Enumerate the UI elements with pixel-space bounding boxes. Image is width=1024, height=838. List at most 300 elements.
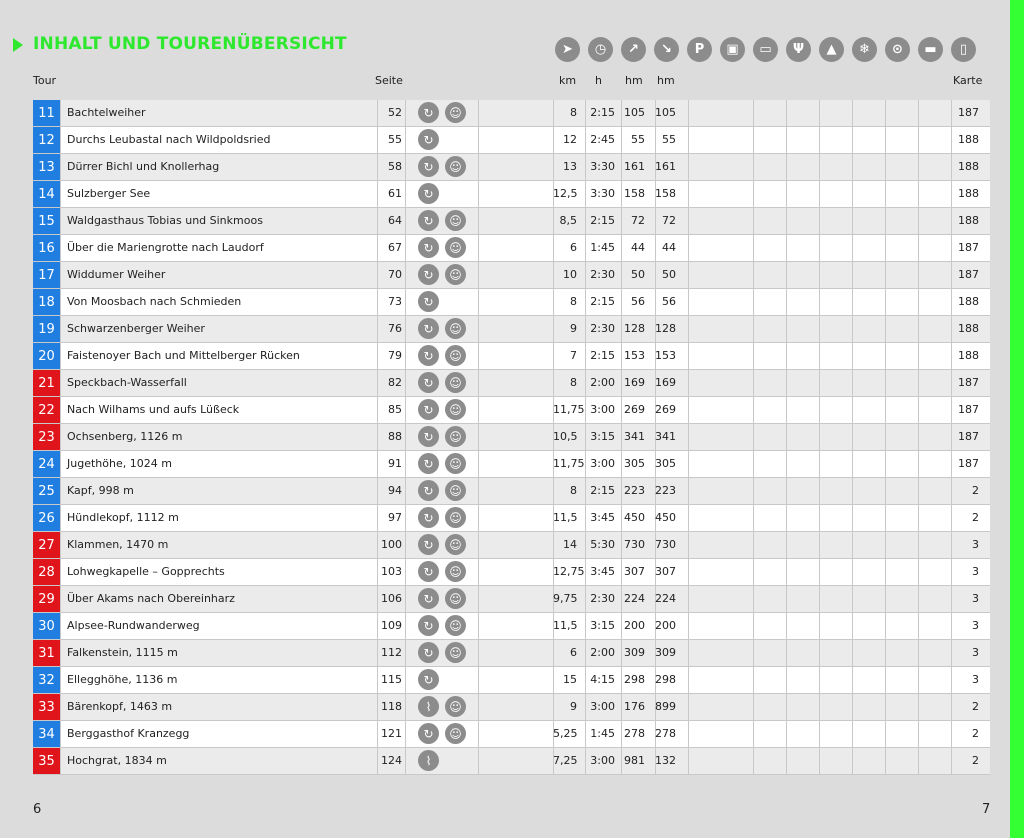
column-divider — [405, 613, 406, 639]
round-trip-icon: ↻ — [418, 534, 439, 555]
column-divider — [753, 181, 754, 207]
column-divider — [885, 721, 886, 747]
round-trip-icon: ↻ — [418, 426, 439, 447]
tour-km: 11,5 — [553, 511, 578, 524]
column-divider — [786, 370, 787, 396]
round-trip-icon: ↻ — [418, 237, 439, 258]
column-divider — [753, 100, 754, 126]
tour-map: 2 — [972, 484, 979, 497]
round-trip-icon: ↻ — [418, 669, 439, 690]
column-divider — [786, 559, 787, 585]
tour-hours: 3:45 — [590, 511, 615, 524]
round-trip-icon: ↻ — [418, 507, 439, 528]
tour-map: 187 — [958, 106, 979, 119]
column-divider — [918, 694, 919, 720]
column-divider — [60, 235, 61, 261]
column-divider — [60, 262, 61, 288]
column-divider — [885, 235, 886, 261]
column-divider — [819, 478, 820, 504]
page-number-right: 7 — [982, 802, 991, 817]
column-divider — [621, 127, 622, 153]
tour-page: 115 — [381, 673, 402, 686]
column-divider — [819, 532, 820, 558]
tour-km: 6 — [570, 646, 577, 659]
column-divider — [918, 424, 919, 450]
tour-hours: 3:30 — [590, 160, 615, 173]
tour-descent: 105 — [655, 106, 676, 119]
column-divider — [918, 289, 919, 315]
column-divider — [621, 505, 622, 531]
column-divider — [478, 505, 479, 531]
column-divider — [688, 532, 689, 558]
column-divider — [478, 721, 479, 747]
column-divider — [688, 316, 689, 342]
column-divider — [405, 208, 406, 234]
column-divider — [885, 559, 886, 585]
column-divider — [688, 424, 689, 450]
tour-name: Kapf, 998 m — [67, 484, 134, 497]
kids-bear-icon: ☺ — [445, 210, 466, 231]
kids-bear-icon: ☺ — [445, 696, 466, 717]
round-trip-icon: ↻ — [418, 723, 439, 744]
column-divider — [819, 721, 820, 747]
tour-row — [33, 181, 990, 208]
column-divider — [786, 397, 787, 423]
column-divider — [478, 181, 479, 207]
tour-row — [33, 559, 990, 586]
column-divider — [786, 721, 787, 747]
bus-icon: ▣ — [720, 37, 745, 62]
tour-km: 11,75 — [553, 403, 585, 416]
column-divider — [478, 343, 479, 369]
tour-name: Bärenkopf, 1463 m — [67, 700, 173, 713]
column-divider — [753, 208, 754, 234]
column-divider — [688, 586, 689, 612]
column-divider — [852, 289, 853, 315]
column-divider — [819, 154, 820, 180]
tour-row — [33, 613, 990, 640]
tour-descent: 269 — [655, 403, 676, 416]
tour-ascent: 278 — [624, 727, 645, 740]
tour-descent: 450 — [655, 511, 676, 524]
tour-descent: 128 — [655, 322, 676, 335]
column-divider — [819, 127, 820, 153]
tour-number: 27 — [33, 532, 60, 558]
tour-number: 24 — [33, 451, 60, 477]
tour-km: 12,75 — [553, 565, 585, 578]
column-divider — [819, 289, 820, 315]
column-divider — [852, 478, 853, 504]
column-divider — [688, 154, 689, 180]
column-divider — [918, 127, 919, 153]
tour-km: 8 — [570, 376, 577, 389]
tour-hours: 2:00 — [590, 376, 615, 389]
column-divider — [405, 370, 406, 396]
column-divider — [786, 667, 787, 693]
tour-number: 31 — [33, 640, 60, 666]
column-divider — [786, 127, 787, 153]
round-trip-icon: ↻ — [418, 453, 439, 474]
column-divider — [753, 154, 754, 180]
tour-km: 11,5 — [553, 619, 578, 632]
tour-hours: 2:30 — [590, 592, 615, 605]
tour-number: 21 — [33, 370, 60, 396]
column-divider — [478, 289, 479, 315]
round-trip-icon: ↻ — [418, 291, 439, 312]
column-divider — [478, 586, 479, 612]
tour-number: 28 — [33, 559, 60, 585]
tour-map: 3 — [972, 646, 979, 659]
column-divider — [819, 208, 820, 234]
tour-ascent: 269 — [624, 403, 645, 416]
column-divider — [478, 478, 479, 504]
tour-descent: 44 — [662, 241, 676, 254]
tour-name: Falkenstein, 1115 m — [67, 646, 178, 659]
column-divider — [621, 343, 622, 369]
column-divider — [405, 532, 406, 558]
column-divider — [60, 370, 61, 396]
tour-page: 55 — [388, 133, 402, 146]
column-divider — [688, 343, 689, 369]
kids-bear-icon: ☺ — [445, 345, 466, 366]
tour-hours: 3:30 — [590, 187, 615, 200]
tour-number: 25 — [33, 478, 60, 504]
tour-ascent: 50 — [631, 268, 645, 281]
clock-icon: ◷ — [588, 37, 613, 62]
tour-km: 9,75 — [553, 592, 578, 605]
column-divider — [478, 694, 479, 720]
tour-name: Lohwegkapelle – Gopprechts — [67, 565, 225, 578]
tour-page: 73 — [388, 295, 402, 308]
column-divider — [852, 613, 853, 639]
tour-map: 187 — [958, 241, 979, 254]
kids-bear-icon: ☺ — [445, 264, 466, 285]
tour-row — [33, 451, 990, 478]
column-divider — [405, 559, 406, 585]
column-divider — [60, 586, 61, 612]
tour-map: 187 — [958, 268, 979, 281]
tour-ascent: 450 — [624, 511, 645, 524]
column-divider — [621, 478, 622, 504]
tour-map: 188 — [958, 349, 979, 362]
tour-map: 188 — [958, 322, 979, 335]
column-divider — [60, 748, 61, 774]
column-divider — [478, 100, 479, 126]
tour-descent: 132 — [655, 754, 676, 767]
tour-hours: 2:15 — [590, 295, 615, 308]
tour-descent: 730 — [655, 538, 676, 551]
tour-ascent: 56 — [631, 295, 645, 308]
column-divider — [753, 667, 754, 693]
tour-number: 12 — [33, 127, 60, 153]
tour-name: Berggasthof Kranzegg — [67, 727, 190, 740]
column-divider — [819, 559, 820, 585]
tour-descent: 224 — [655, 592, 676, 605]
column-divider — [405, 721, 406, 747]
tour-number: 18 — [33, 289, 60, 315]
column-divider — [405, 640, 406, 666]
signpost-icon: ➤ — [555, 37, 580, 62]
column-divider — [918, 721, 919, 747]
kids-bear-icon: ☺ — [445, 156, 466, 177]
tour-name: Speckbach-Wasserfall — [67, 376, 187, 389]
tour-page: 91 — [388, 457, 402, 470]
column-divider — [852, 721, 853, 747]
column-divider — [852, 343, 853, 369]
tour-row — [33, 208, 990, 235]
column-divider — [621, 748, 622, 774]
column-header-tour: Tour — [33, 74, 57, 87]
tour-hours: 1:45 — [590, 241, 615, 254]
one-way-route-icon: ⌇ — [418, 750, 439, 771]
tour-map: 188 — [958, 214, 979, 227]
tour-name: Widdumer Weiher — [67, 268, 166, 281]
tour-ascent: 169 — [624, 376, 645, 389]
column-divider — [852, 640, 853, 666]
tour-row — [33, 127, 990, 154]
column-divider — [405, 343, 406, 369]
tour-number: 26 — [33, 505, 60, 531]
tour-km: 5,25 — [553, 727, 578, 740]
tour-row — [33, 748, 990, 775]
tour-row — [33, 694, 990, 721]
column-divider — [621, 154, 622, 180]
column-divider — [405, 478, 406, 504]
tour-name: Hochgrat, 1834 m — [67, 754, 167, 767]
tour-descent: 50 — [662, 268, 676, 281]
column-divider — [918, 370, 919, 396]
column-divider — [478, 127, 479, 153]
tour-page: 61 — [388, 187, 402, 200]
column-divider — [918, 316, 919, 342]
column-divider — [918, 262, 919, 288]
tour-ascent: 105 — [624, 106, 645, 119]
column-divider — [621, 586, 622, 612]
tour-number: 14 — [33, 181, 60, 207]
column-divider — [753, 532, 754, 558]
column-divider — [885, 370, 886, 396]
tour-ascent: 305 — [624, 457, 645, 470]
tour-row — [33, 235, 990, 262]
tour-name: Hündlekopf, 1112 m — [67, 511, 179, 524]
tour-km: 9 — [570, 700, 577, 713]
column-divider — [885, 316, 886, 342]
tour-km: 10,5 — [553, 430, 578, 443]
kids-bear-icon: ☺ — [445, 588, 466, 609]
tour-hours: 3:00 — [590, 700, 615, 713]
round-trip-icon: ↻ — [418, 615, 439, 636]
column-divider — [405, 424, 406, 450]
tour-number: 11 — [33, 100, 60, 126]
tour-ascent: 307 — [624, 565, 645, 578]
column-divider — [60, 667, 61, 693]
column-divider — [852, 451, 853, 477]
column-header-h: h — [595, 74, 602, 87]
column-divider — [478, 154, 479, 180]
column-divider — [918, 559, 919, 585]
tour-ascent: 176 — [624, 700, 645, 713]
column-divider — [786, 316, 787, 342]
tour-hours: 3:45 — [590, 565, 615, 578]
column-divider — [753, 370, 754, 396]
tour-km: 13 — [563, 160, 577, 173]
column-divider — [688, 100, 689, 126]
tour-page: 64 — [388, 214, 402, 227]
kids-bear-icon: ☺ — [445, 642, 466, 663]
column-divider — [918, 451, 919, 477]
tour-ascent: 224 — [624, 592, 645, 605]
hut-icon: ▲ — [819, 37, 844, 62]
column-header-km: km — [559, 74, 577, 87]
stroller-icon: ▬ — [918, 37, 943, 62]
tour-row — [33, 424, 990, 451]
column-divider — [621, 289, 622, 315]
round-trip-icon: ↻ — [418, 210, 439, 231]
column-divider — [621, 613, 622, 639]
tour-name: Über die Mariengrotte nach Laudorf — [67, 241, 264, 254]
column-divider — [852, 667, 853, 693]
column-divider — [819, 370, 820, 396]
tour-descent: 55 — [662, 133, 676, 146]
tour-page: 97 — [388, 511, 402, 524]
ascent-icon: ↗ — [621, 37, 646, 62]
column-divider — [786, 154, 787, 180]
column-divider — [885, 613, 886, 639]
tour-page: 118 — [381, 700, 402, 713]
column-divider — [819, 451, 820, 477]
tour-page: 121 — [381, 727, 402, 740]
round-trip-icon: ↻ — [418, 129, 439, 150]
column-divider — [688, 613, 689, 639]
tour-ascent: 200 — [624, 619, 645, 632]
column-divider — [786, 343, 787, 369]
tour-descent: 161 — [655, 160, 676, 173]
column-divider — [405, 667, 406, 693]
tour-number: 17 — [33, 262, 60, 288]
tour-ascent: 72 — [631, 214, 645, 227]
kids-bear-icon: ☺ — [445, 372, 466, 393]
tour-map: 2 — [972, 700, 979, 713]
column-divider — [405, 694, 406, 720]
tour-row — [33, 478, 990, 505]
tour-km: 7,25 — [553, 754, 578, 767]
one-way-route-icon: ⌇ — [418, 696, 439, 717]
column-divider — [478, 208, 479, 234]
column-divider — [852, 559, 853, 585]
column-divider — [688, 640, 689, 666]
tour-descent: 200 — [655, 619, 676, 632]
tour-number: 23 — [33, 424, 60, 450]
tour-number: 22 — [33, 397, 60, 423]
column-divider — [405, 505, 406, 531]
tour-row — [33, 154, 990, 181]
column-divider — [918, 235, 919, 261]
page-number-left: 6 — [33, 802, 42, 817]
tour-number: 32 — [33, 667, 60, 693]
column-divider — [885, 100, 886, 126]
column-divider — [885, 478, 886, 504]
column-divider — [688, 667, 689, 693]
tour-page: 94 — [388, 484, 402, 497]
column-divider — [405, 235, 406, 261]
column-divider — [918, 208, 919, 234]
tour-km: 11,75 — [553, 457, 585, 470]
tour-map: 3 — [972, 565, 979, 578]
column-divider — [885, 505, 886, 531]
tour-hours: 2:30 — [590, 322, 615, 335]
column-divider — [786, 640, 787, 666]
column-divider — [819, 505, 820, 531]
column-divider — [478, 424, 479, 450]
tour-name: Ellegghöhe, 1136 m — [67, 673, 178, 686]
tour-page: 103 — [381, 565, 402, 578]
tour-row — [33, 397, 990, 424]
tour-hours: 2:15 — [590, 106, 615, 119]
column-divider — [885, 424, 886, 450]
kids-bear-icon: ☺ — [445, 237, 466, 258]
tour-name: Waldgasthaus Tobias und Sinkmoos — [67, 214, 263, 227]
column-divider — [885, 289, 886, 315]
cable-car-icon: ▭ — [753, 37, 778, 62]
tour-name: Schwarzenberger Weiher — [67, 322, 205, 335]
column-divider — [60, 289, 61, 315]
column-divider — [753, 262, 754, 288]
column-divider — [405, 181, 406, 207]
column-divider — [478, 748, 479, 774]
tour-map: 3 — [972, 619, 979, 632]
tour-ascent: 223 — [624, 484, 645, 497]
column-divider — [786, 424, 787, 450]
round-trip-icon: ↻ — [418, 642, 439, 663]
tour-km: 10 — [563, 268, 577, 281]
column-divider — [786, 181, 787, 207]
column-divider — [753, 748, 754, 774]
column-divider — [688, 370, 689, 396]
column-divider — [753, 586, 754, 612]
kids-bear-icon: ☺ — [445, 399, 466, 420]
header-arrow-icon — [13, 38, 23, 52]
tour-ascent: 730 — [624, 538, 645, 551]
round-trip-icon: ↻ — [418, 318, 439, 339]
column-divider — [786, 694, 787, 720]
tour-name: Ochsenberg, 1126 m — [67, 430, 183, 443]
tour-page: 67 — [388, 241, 402, 254]
tour-descent: 899 — [655, 700, 676, 713]
column-divider — [852, 154, 853, 180]
column-divider — [819, 235, 820, 261]
round-trip-icon: ↻ — [418, 561, 439, 582]
column-divider — [621, 667, 622, 693]
tour-page: 88 — [388, 430, 402, 443]
column-divider — [819, 100, 820, 126]
column-divider — [786, 478, 787, 504]
column-divider — [852, 181, 853, 207]
tour-hours: 2:30 — [590, 268, 615, 281]
column-divider — [478, 613, 479, 639]
column-divider — [688, 748, 689, 774]
column-divider — [405, 100, 406, 126]
column-divider — [60, 505, 61, 531]
tour-ascent: 44 — [631, 241, 645, 254]
column-divider — [918, 586, 919, 612]
column-divider — [478, 559, 479, 585]
tour-descent: 169 — [655, 376, 676, 389]
column-divider — [405, 154, 406, 180]
column-divider — [478, 316, 479, 342]
tour-km: 8,5 — [559, 214, 577, 227]
tour-number: 15 — [33, 208, 60, 234]
tour-page: 106 — [381, 592, 402, 605]
